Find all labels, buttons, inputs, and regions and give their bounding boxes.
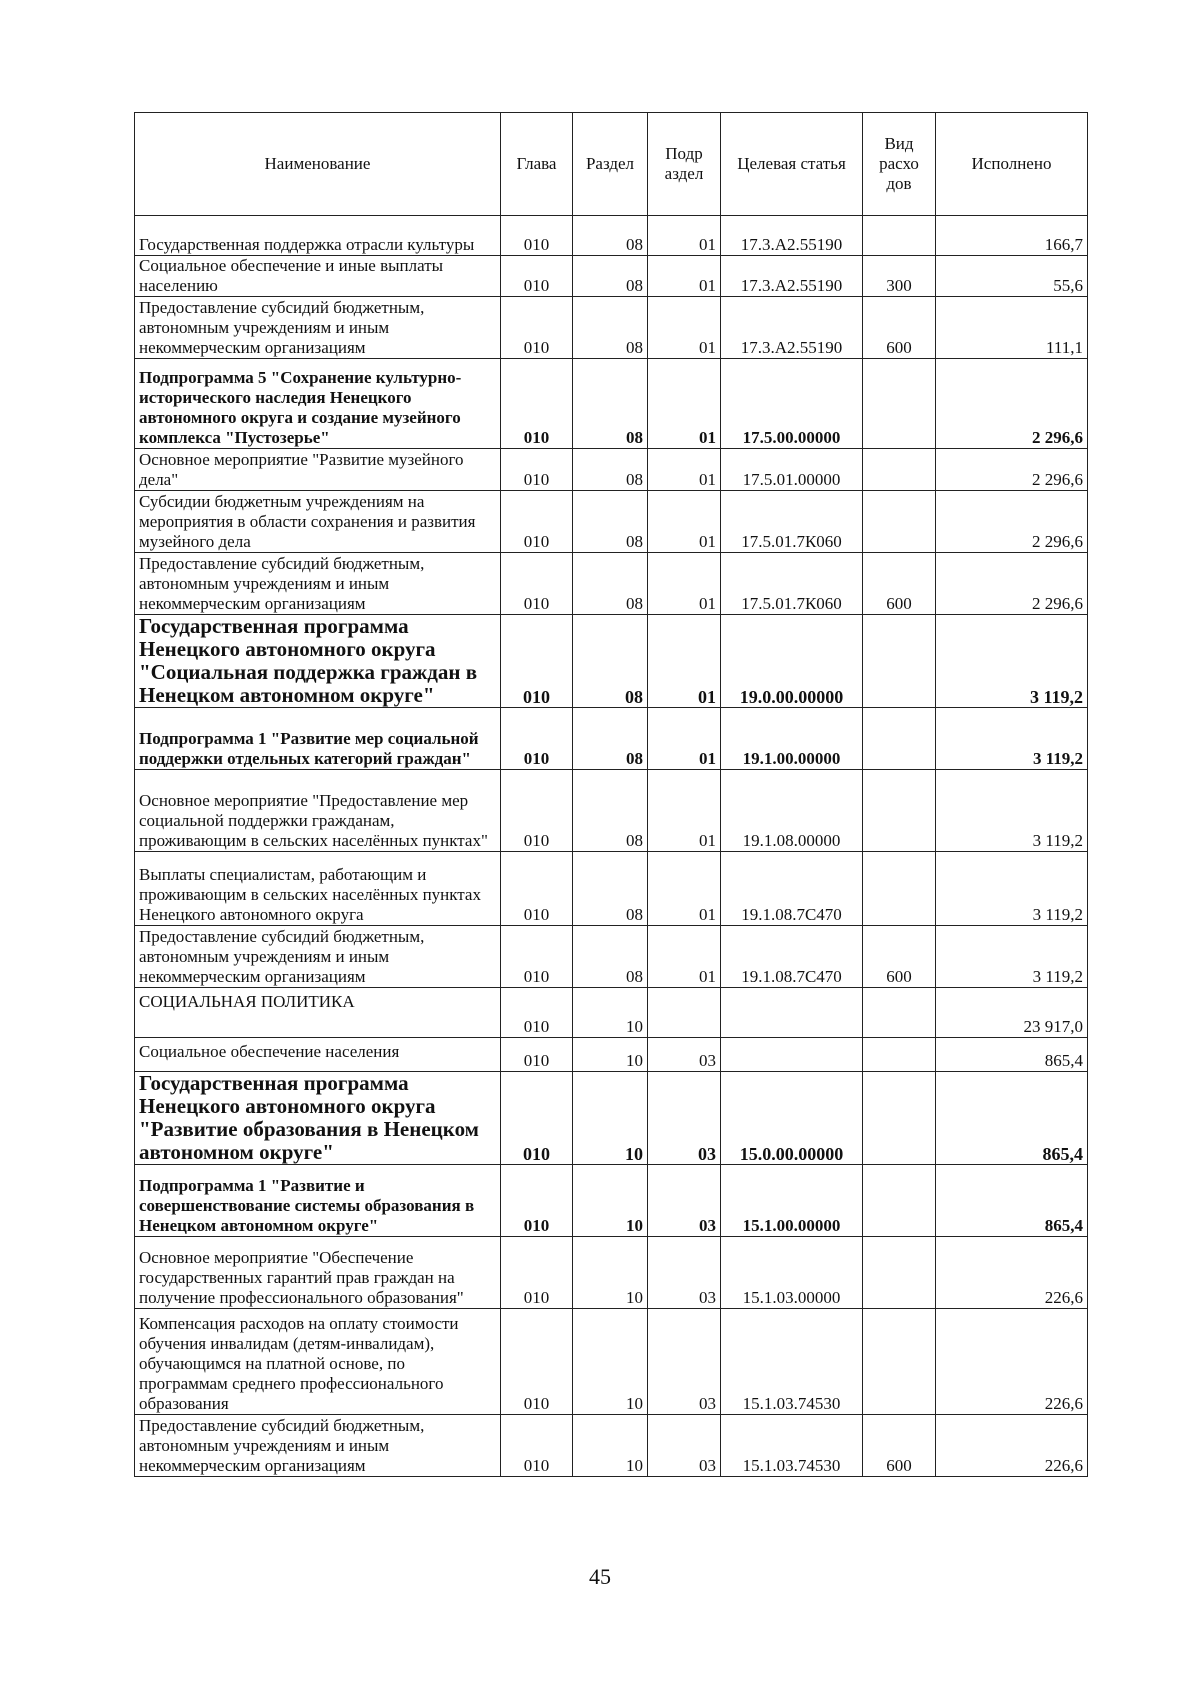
row-expense-type — [863, 708, 936, 770]
row-executed: 3 119,2 — [936, 708, 1088, 770]
row-subsection: 03 — [648, 1415, 721, 1477]
row-section: 08 — [573, 708, 648, 770]
row-subsection: 03 — [648, 1072, 721, 1165]
row-section: 08 — [573, 256, 648, 297]
page-number: 45 — [589, 1564, 611, 1589]
row-executed: 166,7 — [936, 216, 1088, 256]
row-target: 17.3.А2.55190 — [721, 297, 863, 359]
row-chapter: 010 — [501, 1038, 573, 1072]
header-executed: Исполнено — [936, 113, 1088, 216]
row-expense-type — [863, 359, 936, 449]
row-section: 10 — [573, 1072, 648, 1165]
row-name: Государственная программа Ненецкого автономного округа "Развитие образования в Ненецком автономном округе" — [135, 1072, 501, 1165]
row-executed: 3 119,2 — [936, 615, 1088, 708]
row-chapter: 010 — [501, 553, 573, 615]
row-target: 15.0.00.00000 — [721, 1072, 863, 1165]
row-executed: 226,6 — [936, 1237, 1088, 1309]
row-subsection: 03 — [648, 1237, 721, 1309]
row-section: 08 — [573, 615, 648, 708]
row-target: 17.5.01.7К060 — [721, 553, 863, 615]
row-expense-type — [863, 988, 936, 1038]
row-executed: 865,4 — [936, 1165, 1088, 1237]
row-chapter: 010 — [501, 491, 573, 553]
table-row — [135, 256, 1088, 297]
row-target: 19.1.08.00000 — [721, 770, 863, 852]
row-name: Государственная программа Ненецкого автономного округа "Социальная поддержка граждан в Ненецком автономном округе" — [135, 615, 501, 708]
header-subsection: Подр аздел — [648, 113, 721, 216]
row-target: 17.3.А2.55190 — [721, 256, 863, 297]
row-executed: 2 296,6 — [936, 491, 1088, 553]
row-name: Государственная поддержка отрасли культуры — [135, 216, 501, 256]
row-subsection: 01 — [648, 926, 721, 988]
row-expense-type — [863, 615, 936, 708]
row-expense-type — [863, 449, 936, 491]
row-executed: 3 119,2 — [936, 770, 1088, 852]
row-executed: 226,6 — [936, 1415, 1088, 1477]
row-target: 17.5.01.7К060 — [721, 491, 863, 553]
table-row — [135, 359, 1088, 449]
header-section: Раздел — [573, 113, 648, 216]
row-name: Предоставление субсидий бюджетным, автономным учреждениям и иным некоммерческим организациям — [135, 297, 501, 359]
row-section: 08 — [573, 216, 648, 256]
row-name: Предоставление субсидий бюджетным, автономным учреждениям и иным некоммерческим организациям — [135, 1415, 501, 1477]
row-name: Подпрограмма 1 "Развитие и совершенствование системы образования в Ненецком автономном округе" — [135, 1165, 501, 1237]
header-expense-type: Вид расхо дов — [863, 113, 936, 216]
table-row — [135, 770, 1088, 852]
table-row — [135, 988, 1088, 1038]
header-target: Целевая статья — [721, 113, 863, 216]
row-subsection: 01 — [648, 852, 721, 926]
table-row — [135, 491, 1088, 553]
row-name: СОЦИАЛЬНАЯ ПОЛИТИКА — [135, 988, 501, 1038]
row-chapter: 010 — [501, 359, 573, 449]
row-name: Подпрограмма 5 "Сохранение культурно-исторического наследия Ненецкого автономного округа и создание музейного комплекса "Пустозерье" — [135, 359, 501, 449]
row-name: Основное мероприятие "Предоставление мер социальной поддержки гражданам, проживающим в сельских населённых пунктах" — [135, 770, 501, 852]
table-row — [135, 216, 1088, 256]
row-expense-type — [863, 1237, 936, 1309]
row-target: 19.1.00.00000 — [721, 708, 863, 770]
row-subsection: 03 — [648, 1309, 721, 1415]
table-row — [135, 1165, 1088, 1237]
row-chapter: 010 — [501, 1309, 573, 1415]
row-chapter: 010 — [501, 1237, 573, 1309]
row-chapter: 010 — [501, 770, 573, 852]
table-row — [135, 297, 1088, 359]
row-subsection: 01 — [648, 615, 721, 708]
row-name: Основное мероприятие "Развитие музейного дела" — [135, 449, 501, 491]
header-name: Наименование — [135, 113, 501, 216]
table-header-row — [135, 113, 1088, 216]
row-chapter: 010 — [501, 926, 573, 988]
row-section: 08 — [573, 770, 648, 852]
row-executed: 865,4 — [936, 1072, 1088, 1165]
row-chapter: 010 — [501, 852, 573, 926]
row-expense-type — [863, 491, 936, 553]
table-row — [135, 1415, 1088, 1477]
row-expense-type: 600 — [863, 553, 936, 615]
row-expense-type: 300 — [863, 256, 936, 297]
row-section: 08 — [573, 553, 648, 615]
row-name: Субсидии бюджетным учреждениям на мероприятия в области сохранения и развития музейного дела — [135, 491, 501, 553]
row-executed: 111,1 — [936, 297, 1088, 359]
row-chapter: 010 — [501, 216, 573, 256]
row-expense-type — [863, 1309, 936, 1415]
row-name: Предоставление субсидий бюджетным, автономным учреждениям и иным некоммерческим организациям — [135, 553, 501, 615]
row-target: 19.1.08.7С470 — [721, 852, 863, 926]
table-row — [135, 1072, 1088, 1165]
row-section: 10 — [573, 988, 648, 1038]
row-expense-type: 600 — [863, 926, 936, 988]
row-subsection: 01 — [648, 297, 721, 359]
row-subsection: 01 — [648, 491, 721, 553]
row-chapter: 010 — [501, 256, 573, 297]
row-section: 10 — [573, 1415, 648, 1477]
table-row — [135, 852, 1088, 926]
table-row — [135, 615, 1088, 708]
row-expense-type — [863, 852, 936, 926]
row-name: Компенсация расходов на оплату стоимости обучения инвалидам (детям-инвалидам), обучающимся на платной основе, по программам среднего профессионального образования — [135, 1309, 501, 1415]
row-subsection: 01 — [648, 553, 721, 615]
table-row — [135, 1237, 1088, 1309]
row-section: 08 — [573, 449, 648, 491]
row-subsection: 01 — [648, 256, 721, 297]
row-name: Выплаты специалистам, работающим и проживающим в сельских населённых пунктах Ненецкого автономного округа — [135, 852, 501, 926]
row-target: 15.1.03.00000 — [721, 1237, 863, 1309]
row-expense-type — [863, 216, 936, 256]
row-section: 10 — [573, 1038, 648, 1072]
row-executed: 2 296,6 — [936, 449, 1088, 491]
row-chapter: 010 — [501, 708, 573, 770]
table-row — [135, 708, 1088, 770]
row-expense-type — [863, 770, 936, 852]
table-row — [135, 926, 1088, 988]
row-target — [721, 988, 863, 1038]
row-expense-type — [863, 1072, 936, 1165]
row-section: 10 — [573, 1165, 648, 1237]
row-chapter: 010 — [501, 1072, 573, 1165]
row-subsection: 01 — [648, 770, 721, 852]
row-section: 08 — [573, 359, 648, 449]
row-name: Основное мероприятие "Обеспечение государственных гарантий прав граждан на получение профессионального образования" — [135, 1237, 501, 1309]
budget-table — [134, 112, 1088, 1477]
row-executed: 226,6 — [936, 1309, 1088, 1415]
row-chapter: 010 — [501, 615, 573, 708]
row-chapter: 010 — [501, 449, 573, 491]
row-chapter: 010 — [501, 1415, 573, 1477]
row-expense-type — [863, 1165, 936, 1237]
row-target: 19.0.00.00000 — [721, 615, 863, 708]
row-target: 17.5.00.00000 — [721, 359, 863, 449]
table-row — [135, 449, 1088, 491]
row-subsection: 03 — [648, 1165, 721, 1237]
row-name: Предоставление субсидий бюджетным, автономным учреждениям и иным некоммерческим организациям — [135, 926, 501, 988]
row-section: 10 — [573, 1309, 648, 1415]
row-expense-type: 600 — [863, 1415, 936, 1477]
row-executed: 865,4 — [936, 1038, 1088, 1072]
row-section: 08 — [573, 926, 648, 988]
table-row — [135, 1038, 1088, 1072]
row-target: 19.1.08.7С470 — [721, 926, 863, 988]
row-target: 15.1.03.74530 — [721, 1309, 863, 1415]
row-chapter: 010 — [501, 297, 573, 359]
row-name: Подпрограмма 1 "Развитие мер социальной поддержки отдельных категорий граждан" — [135, 708, 501, 770]
row-target: 15.1.00.00000 — [721, 1165, 863, 1237]
row-section: 08 — [573, 491, 648, 553]
row-section: 10 — [573, 1237, 648, 1309]
row-subsection: 01 — [648, 359, 721, 449]
row-chapter: 010 — [501, 1165, 573, 1237]
header-chapter: Глава — [501, 113, 573, 216]
row-name: Социальное обеспечение и иные выплаты населению — [135, 256, 501, 297]
row-subsection — [648, 988, 721, 1038]
row-section: 08 — [573, 852, 648, 926]
row-target — [721, 1038, 863, 1072]
row-expense-type: 600 — [863, 297, 936, 359]
row-executed: 3 119,2 — [936, 926, 1088, 988]
row-name: Социальное обеспечение населения — [135, 1038, 501, 1072]
row-executed: 23 917,0 — [936, 988, 1088, 1038]
table-row — [135, 553, 1088, 615]
row-executed: 2 296,6 — [936, 359, 1088, 449]
row-target: 17.5.01.00000 — [721, 449, 863, 491]
table-row — [135, 1309, 1088, 1415]
row-section: 08 — [573, 297, 648, 359]
row-expense-type — [863, 1038, 936, 1072]
row-target: 17.3.А2.55190 — [721, 216, 863, 256]
row-target: 15.1.03.74530 — [721, 1415, 863, 1477]
row-subsection: 01 — [648, 216, 721, 256]
row-executed: 3 119,2 — [936, 852, 1088, 926]
row-chapter: 010 — [501, 988, 573, 1038]
row-subsection: 01 — [648, 708, 721, 770]
row-executed: 55,6 — [936, 256, 1088, 297]
row-subsection: 03 — [648, 1038, 721, 1072]
row-executed: 2 296,6 — [936, 553, 1088, 615]
row-subsection: 01 — [648, 449, 721, 491]
